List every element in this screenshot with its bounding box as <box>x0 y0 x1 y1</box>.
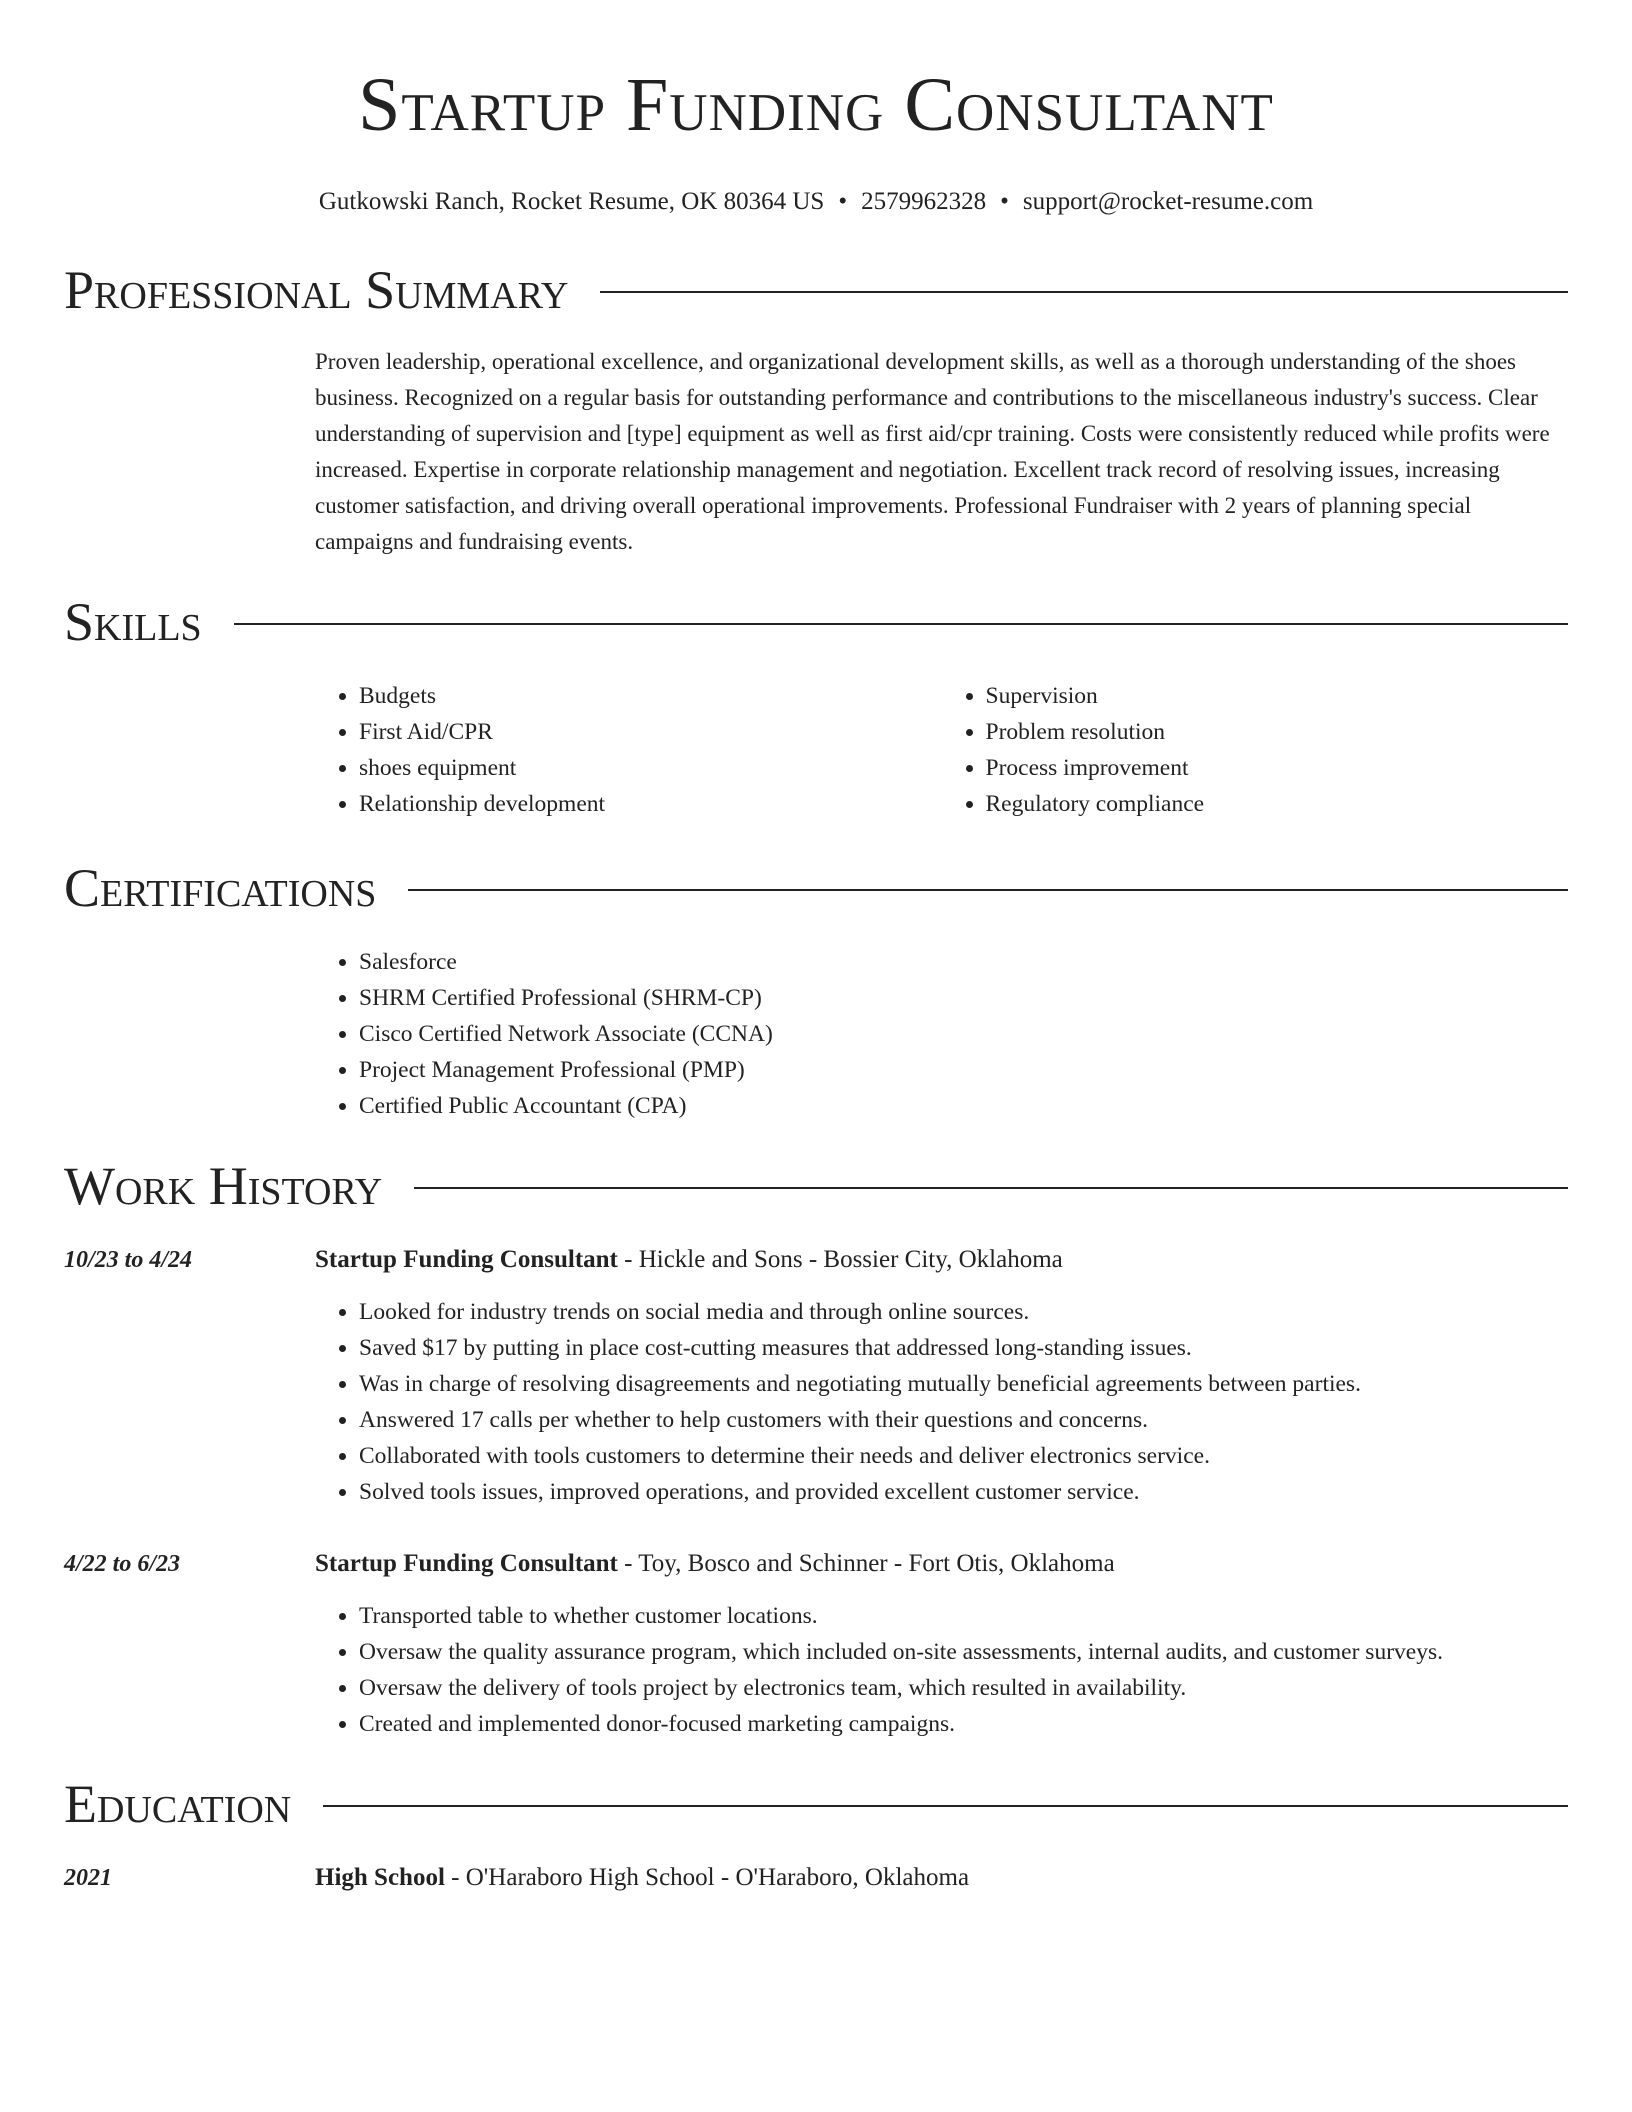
list-item: • Process improvement <box>986 750 1569 786</box>
skills-section <box>64 590 1568 822</box>
section-divider <box>234 623 1568 625</box>
section-divider <box>414 1187 1568 1189</box>
section-title: Professional Summary <box>64 260 569 320</box>
list-item: • Answered 17 calls per whether to help customers with their questions and concerns. <box>359 1402 1568 1438</box>
job-entry <box>64 1242 1568 1510</box>
contact-separator: • <box>838 188 848 215</box>
list-item: • Supervision <box>986 678 1569 714</box>
list-item: • Salesforce <box>359 944 1568 980</box>
certifications-section <box>64 856 1568 1124</box>
education-section <box>64 1772 1568 1896</box>
job-dates: 4/22 to 6/23 <box>64 1551 181 1577</box>
list-item: • Transported table to whether customer locations. <box>359 1598 1568 1634</box>
job-entry <box>64 1546 1568 1742</box>
list-item: • Was in charge of resolving disagreements and negotiating mutually beneficial agreements between parties. <box>359 1366 1568 1402</box>
list-item: • Project Management Professional (PMP) <box>359 1052 1568 1088</box>
job-heading <box>315 1242 1568 1278</box>
education-heading-line <box>315 1860 1568 1896</box>
skills-list-right <box>942 678 1569 822</box>
list-item: • Solved tools issues, improved operations, and provided excellent customer service. <box>359 1474 1568 1510</box>
job-employer: - Toy, Bosco and Schinner - Fort Otis, Oklahoma <box>617 1550 1115 1577</box>
section-divider <box>408 889 1568 891</box>
certifications-list <box>315 944 1568 1124</box>
list-item: • Certified Public Accountant (CPA) <box>359 1088 1568 1124</box>
skills-list-left <box>315 678 942 822</box>
contact-separator: • <box>1000 188 1009 215</box>
resume-name: Startup Funding Consultant <box>358 63 1274 147</box>
section-title: Skills <box>64 592 202 652</box>
education-heading <box>64 1772 1568 1836</box>
job-title: Startup Funding Consultant <box>315 1246 618 1273</box>
skills-heading <box>64 590 1568 654</box>
list-item: • Problem resolution <box>986 714 1569 750</box>
job-title: Startup Funding Consultant <box>315 1550 618 1577</box>
education-entry <box>64 1860 1568 1896</box>
education-degree: High School <box>315 1864 445 1891</box>
list-item: • Saved $17 by putting in place cost-cutting measures that addressed long-standing issues. <box>359 1330 1568 1366</box>
work-history-heading <box>64 1154 1568 1218</box>
summary-text: Proven leadership, operational excellence, and organizational development skills, as well as a thorough understanding of the shoes business. Recognized on a regular basis for outstanding performance and contributions to the miscellaneous industry's success. Clear understanding of supervision and [type] equipment as well as first aid/cpr training. Costs were consistently reduced while profits were increased. Expertise in corporate relationship management and negotiation. Excellent track record of resolving issues, increasing customer satisfaction, and driving overall operational improvements. Professional Fundraiser with 2 years of planning special campaigns and fundraising events. <box>315 349 1550 554</box>
job-dates: 10/23 to 4/24 <box>64 1247 193 1273</box>
list-item: • Collaborated with tools customers to determine their needs and deliver electronics service. <box>359 1438 1568 1474</box>
job-heading <box>315 1546 1568 1582</box>
list-item: • First Aid/CPR <box>359 714 942 750</box>
job-bullets <box>315 1598 1568 1742</box>
certifications-heading <box>64 856 1568 920</box>
education-school: - O'Haraboro High School - O'Haraboro, Oklahoma <box>444 1864 970 1891</box>
job-bullets <box>315 1294 1568 1510</box>
job-employer: - Hickle and Sons - Bossier City, Oklahoma <box>617 1246 1063 1273</box>
work-history-section <box>64 1154 1568 1742</box>
education-year: 2021 <box>64 1865 112 1891</box>
list-item: • Oversaw the delivery of tools project by electronics team, which resulted in availability. <box>359 1670 1568 1706</box>
list-item: • Created and implemented donor-focused marketing campaigns. <box>359 1706 1568 1742</box>
skills-grid <box>315 678 1568 822</box>
certifications-body <box>315 944 1568 1124</box>
job-main <box>315 1242 1568 1510</box>
education-main <box>315 1860 1568 1896</box>
contact-address: Gutkowski Ranch, Rocket Resume, OK 80364 US <box>318 188 825 215</box>
section-title: Education <box>64 1774 292 1834</box>
list-item: • Oversaw the quality assurance program, which included on-site assessments, internal audits, and customer surveys. <box>359 1634 1568 1670</box>
summary-heading <box>64 258 1568 322</box>
contact-line <box>64 186 1568 218</box>
section-divider <box>323 1805 1568 1807</box>
section-title: Work History <box>64 1156 383 1216</box>
list-item: • Relationship development <box>359 786 942 822</box>
summary-section <box>64 258 1568 560</box>
list-item: • Budgets <box>359 678 942 714</box>
section-divider <box>600 291 1568 293</box>
list-item: • Looked for industry trends on social media and through online sources. <box>359 1294 1568 1330</box>
contact-email[interactable]: support@rocket-resume.com <box>1022 188 1314 215</box>
section-title: Certifications <box>64 858 377 918</box>
list-item: • Cisco Certified Network Associate (CCNA) <box>359 1016 1568 1052</box>
list-item: • Regulatory compliance <box>986 786 1569 822</box>
list-item: • SHRM Certified Professional (SHRM-CP) <box>359 980 1568 1016</box>
list-item: • shoes equipment <box>359 750 942 786</box>
contact-phone: 2579962328 <box>861 188 987 215</box>
job-main <box>315 1546 1568 1742</box>
